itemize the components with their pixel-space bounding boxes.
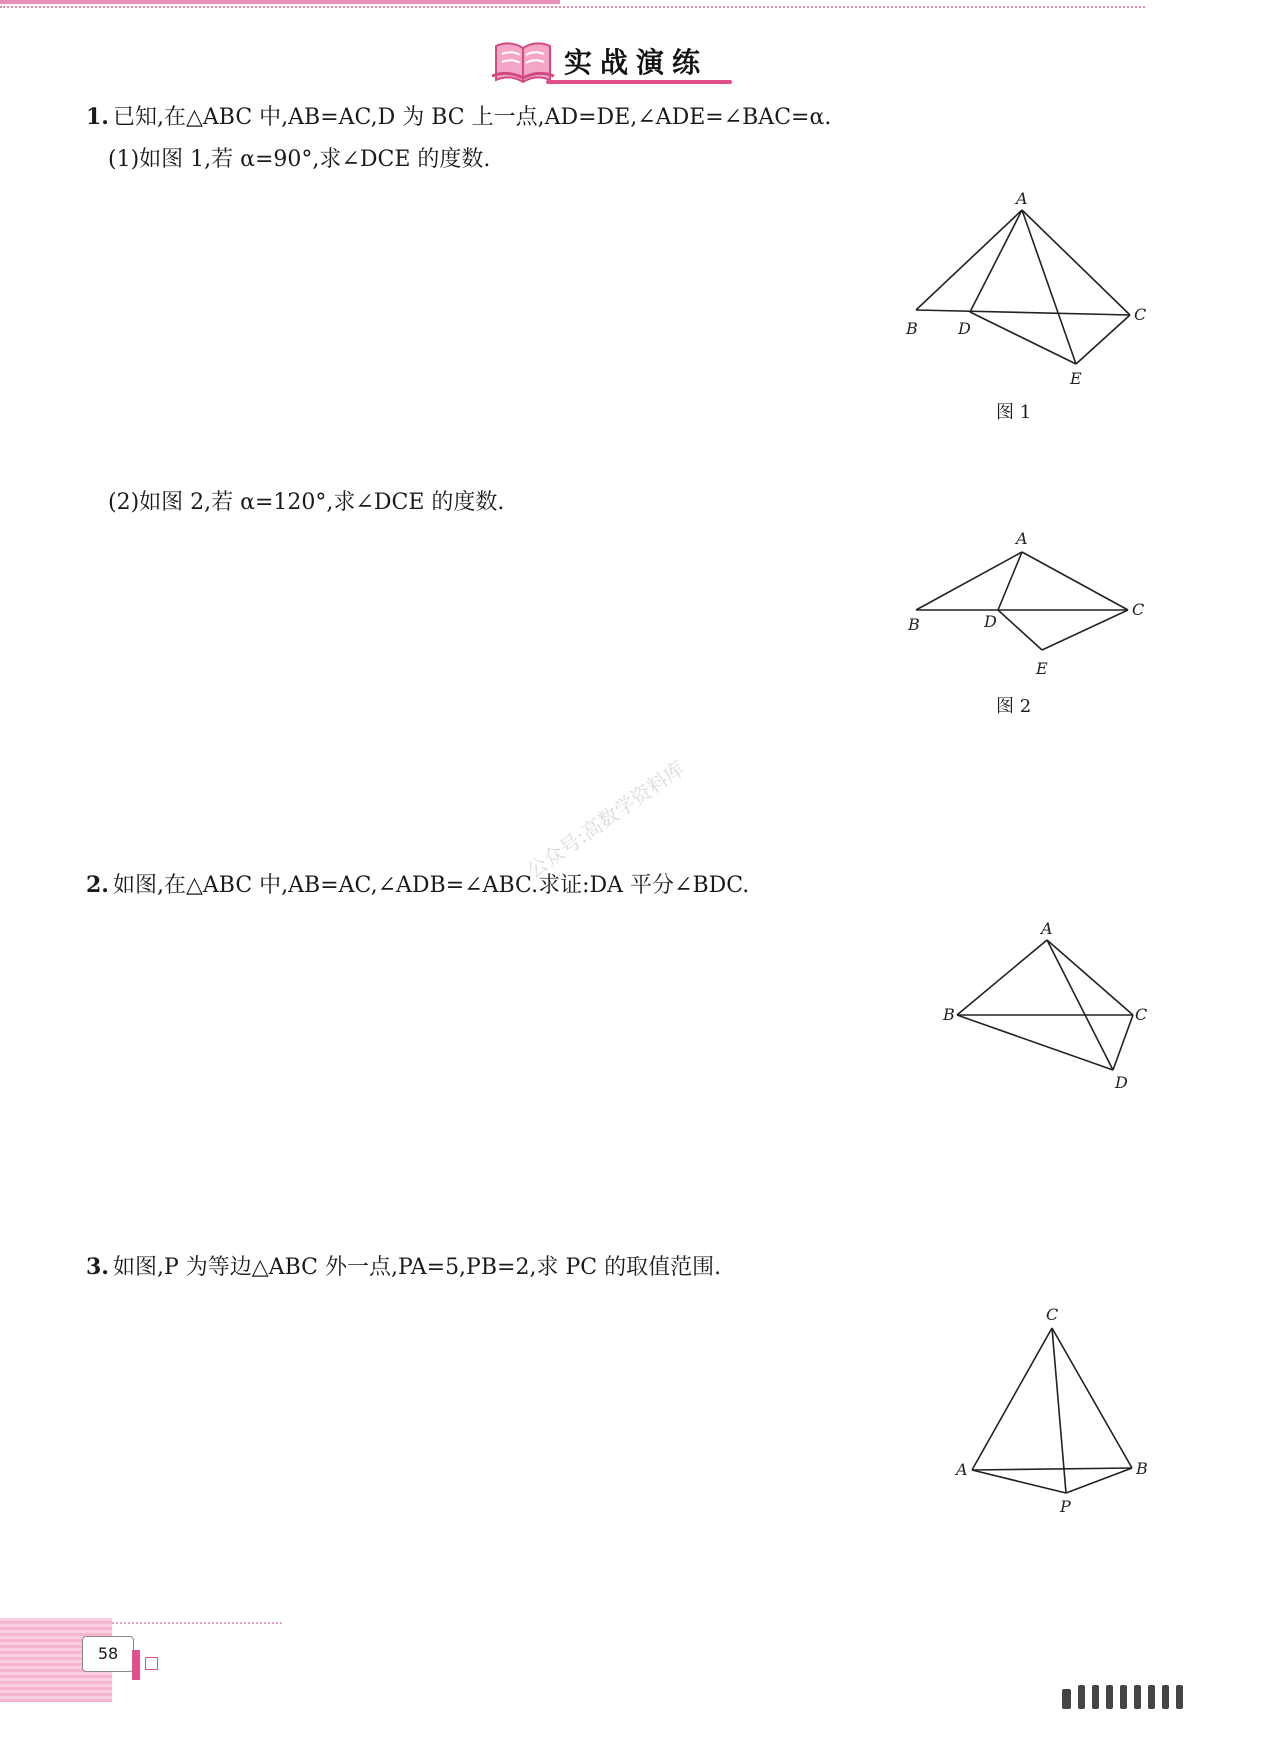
fig2-label-d: D: [984, 612, 997, 631]
q3-label-c: C: [1046, 1305, 1059, 1324]
fig2-segment-ac: [1022, 552, 1128, 610]
fig2-label-b: B: [908, 615, 920, 634]
footer-rule: [112, 1622, 282, 1624]
fig2-segment-ab: [916, 552, 1022, 610]
fig2-segment-ad: [998, 552, 1022, 610]
fig1-segment-ab: [916, 210, 1022, 310]
title-underline: [546, 80, 732, 84]
q3-segment-ca: [972, 1328, 1052, 1470]
q2-stem-text: 如图,在△ABC 中,AB=AC,∠ADB=∠ABC.求证:DA 平分∠BDC.: [112, 873, 750, 898]
page-number-tick: [132, 1650, 140, 1680]
q3-segment-ab: [972, 1468, 1132, 1470]
top-rule: [0, 0, 1145, 8]
q2-label-d: D: [1115, 1073, 1128, 1092]
figure-q3: [950, 1300, 1160, 1520]
q1-stem: [86, 102, 831, 133]
figure-q2-svg: [935, 919, 1148, 1092]
figure-q2: [935, 919, 1148, 1092]
q3-number: 3.: [86, 1254, 109, 1280]
q3-segment-bp: [1066, 1468, 1132, 1493]
q2-stem: [86, 870, 749, 901]
q1-number: 1.: [86, 104, 109, 130]
figure-1: [900, 190, 1150, 390]
q2-segment-cd: [1113, 1015, 1133, 1070]
open-book-icon: [490, 36, 556, 86]
fig2-label-e: E: [1036, 659, 1048, 678]
q1-stem-text: 已知,在△ABC 中,AB=AC,D 为 BC 上一点,AD=DE,∠ADE=∠BAC=α.: [112, 105, 832, 130]
fig1-segment-ad: [970, 210, 1022, 312]
q1-part2: (2)如图 2,若 α=120°,求∠DCE 的度数.: [108, 490, 505, 515]
fig1-label-b: B: [906, 319, 918, 338]
fig1-label-a: A: [1016, 189, 1028, 208]
page-number: 58: [82, 1636, 134, 1672]
q3-stem-text: 如图,P 为等边△ABC 外一点,PA=5,PB=2,求 PC 的取值范围.: [112, 1255, 722, 1280]
square-icon: [145, 1657, 158, 1670]
q3-stem: [86, 1252, 721, 1283]
q3-segment-cb: [1052, 1328, 1132, 1468]
barcode-marks: [1062, 1683, 1190, 1709]
section-title-text: 实战演练: [564, 46, 709, 79]
fig2-segment-de: [998, 610, 1042, 650]
fig2-segment-ce: [1042, 610, 1128, 650]
q1-part1: (1)如图 1,若 α=90°,求∠DCE 的度数.: [108, 147, 491, 172]
figure-2-caption: 图 2: [996, 696, 1032, 717]
q3-segment-ap: [972, 1470, 1066, 1493]
watermark: 公众号:高数学资料库: [522, 756, 690, 883]
fig1-segment-ce: [1076, 315, 1130, 364]
q2-label-c: C: [1135, 1005, 1148, 1024]
fig1-segment-bc: [916, 310, 1130, 315]
q2-label-b: B: [943, 1005, 955, 1024]
q3-label-b: B: [1136, 1459, 1148, 1478]
q3-label-p: P: [1060, 1497, 1071, 1516]
figure-2-svg: [900, 530, 1150, 680]
top-rule-solid: [0, 0, 560, 4]
fig1-label-d: D: [958, 319, 971, 338]
section-title: [490, 36, 708, 86]
q2-number: 2.: [86, 872, 109, 898]
q2-segment-ac: [1047, 940, 1133, 1015]
q2-label-a: A: [1041, 919, 1053, 938]
fig2-label-c: C: [1132, 600, 1145, 619]
figure-2: [900, 530, 1150, 680]
figure-1-caption: 图 1: [996, 402, 1032, 423]
fig1-label-c: C: [1134, 305, 1147, 324]
q3-label-a: A: [956, 1460, 968, 1479]
figure-q3-svg: [950, 1300, 1160, 1520]
figure-1-svg: [900, 190, 1150, 390]
fig1-label-e: E: [1070, 369, 1082, 388]
q2-segment-ab: [957, 940, 1047, 1015]
fig1-segment-ac: [1022, 210, 1130, 315]
fig2-label-a: A: [1016, 529, 1028, 548]
